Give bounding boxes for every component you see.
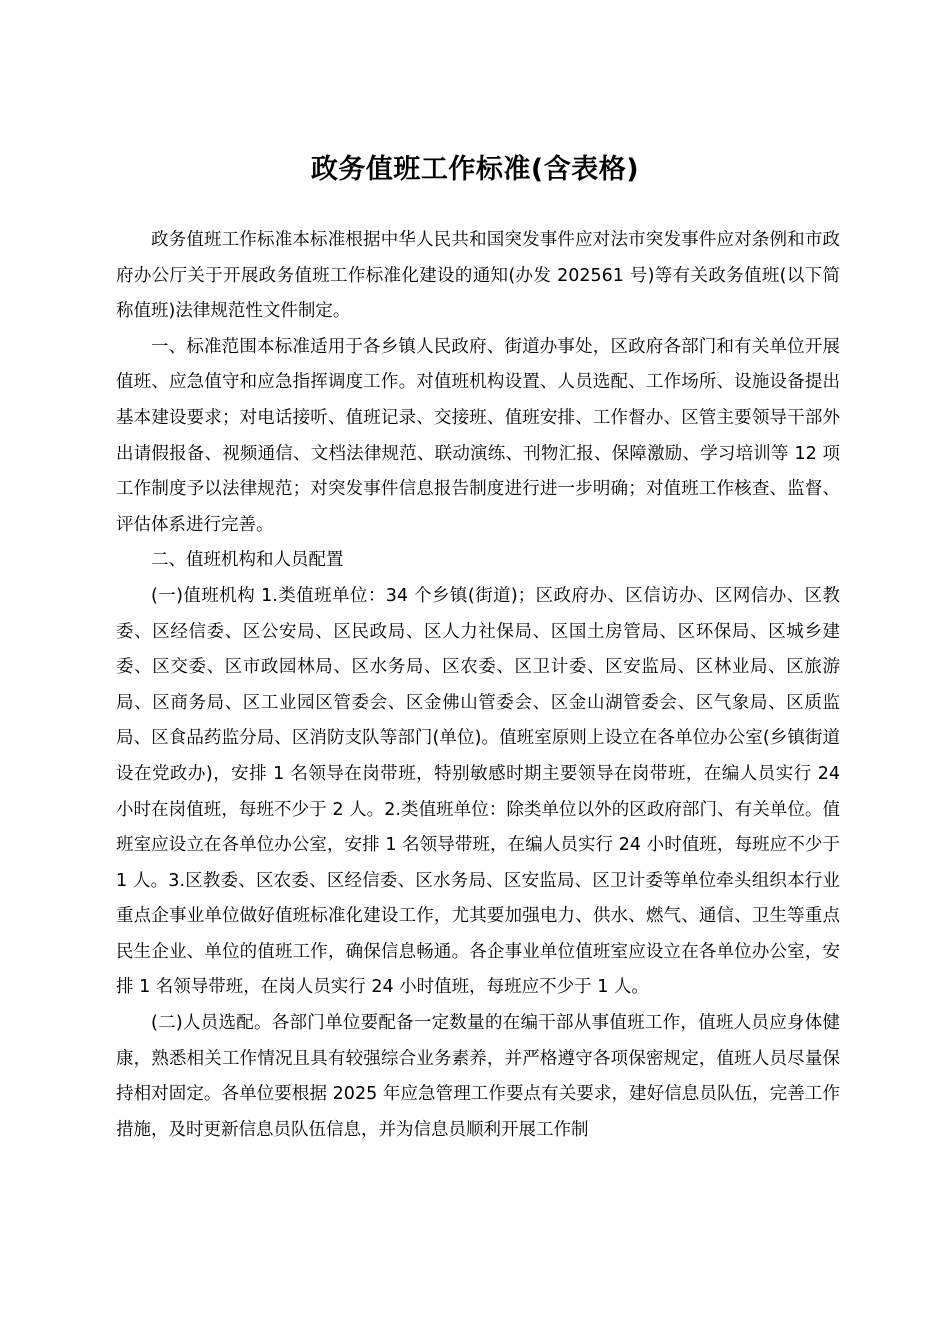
section-heading-organization: 二、值班机构和人员配置 <box>151 550 344 571</box>
paragraph-staff-selection: (二)人员选配。各部门单位要配备一定数量的在编干部从事值班工作，值班人员应身体健康，熟悉相关工作情况且具有较强综合业务素养，并严格遵守各项保密规定，值班人员尽量保持相对固定。各单位要根据 2025 年应急管理工作要点有关要求，建好信息员队伍，完善工作措施，及时更新信息员队伍信息，并为信息员顺利开展工作制 <box>116 1013 840 1140</box>
paragraph-scope: 一、标准范围本标准适用于各乡镇人民政府、街道办事处，区政府各部门和有关单位开展值班、应急值守和应急指挥调度工作。对值班机构设置、人员选配、工作场所、设施设备提出基本建设要求；对电话接听、值班记录、交接班、值班安排、工作督办、区管主要领导干部外出请假报备、视频通信、文档法律规范、联动演练、刊物汇报、保障激励、学习培训等 12 项工作制度予以法律规范；对突发事件信息报告制度进行进一步明确；对值班工作核查、监督、评估体系进行完善。 <box>116 336 840 535</box>
paragraph-intro: 政务值班工作标准本标准根据中华人民共和国突发事件应对法市突发事件应对条例和市政府办公厅关于开展政务值班工作标准化建设的通知(办发 202561 号)等有关政务值班(以下简称值班)法律规范性文件制定。 <box>116 230 840 322</box>
document-body <box>116 223 840 1148</box>
paragraph-duty-organization: (一)值班机构 1.类值班单位：34 个乡镇(街道)；区政府办、区信访办、区网信办、区教委、区经信委、区公安局、区民政局、区人力社保局、区国土房管局、区环保局、区城乡建委、区交委、区市政园林局、区水务局、区农委、区卫计委、区安监局、区林业局、区旅游局、区商务局、区工业园区管委会、区金佛山管委会、区金山湖管委会、区气象局、区质监局、区食品药监分局、区消防支队等部门(单位)。值班室原则上设立在各单位办公室(乡镇街道设在党政办)，安排 1 名领导在岗带班，特别敏感时期主要领导在岗带班，在编人员实行 24 小时在岗值班，每班不少于 2 人。2.类值班单位：除类单位以外的区政府部门、有关单位。值班室应设立在各单位办公室，安排 1 名领导带班，在编人员实行 24 小时值班，每班应不少于 1 人。3.区教委、区农委、区经信委、区水务局、区安监局、区卫计委等单位牵头组织本行业重点企事业单位做好值班标准化建设工作，尤其要加强电力、供水、燃气、通信、卫生等重点民生企业、单位的值班工作，确保信息畅通。各企事业单位值班室应设立在各单位办公室，安排 1 名领导带班，在岗人员实行 24 小时值班，每班应不少于 1 人。 <box>116 585 840 998</box>
document-title: 政务值班工作标准(含表格) <box>310 154 640 186</box>
